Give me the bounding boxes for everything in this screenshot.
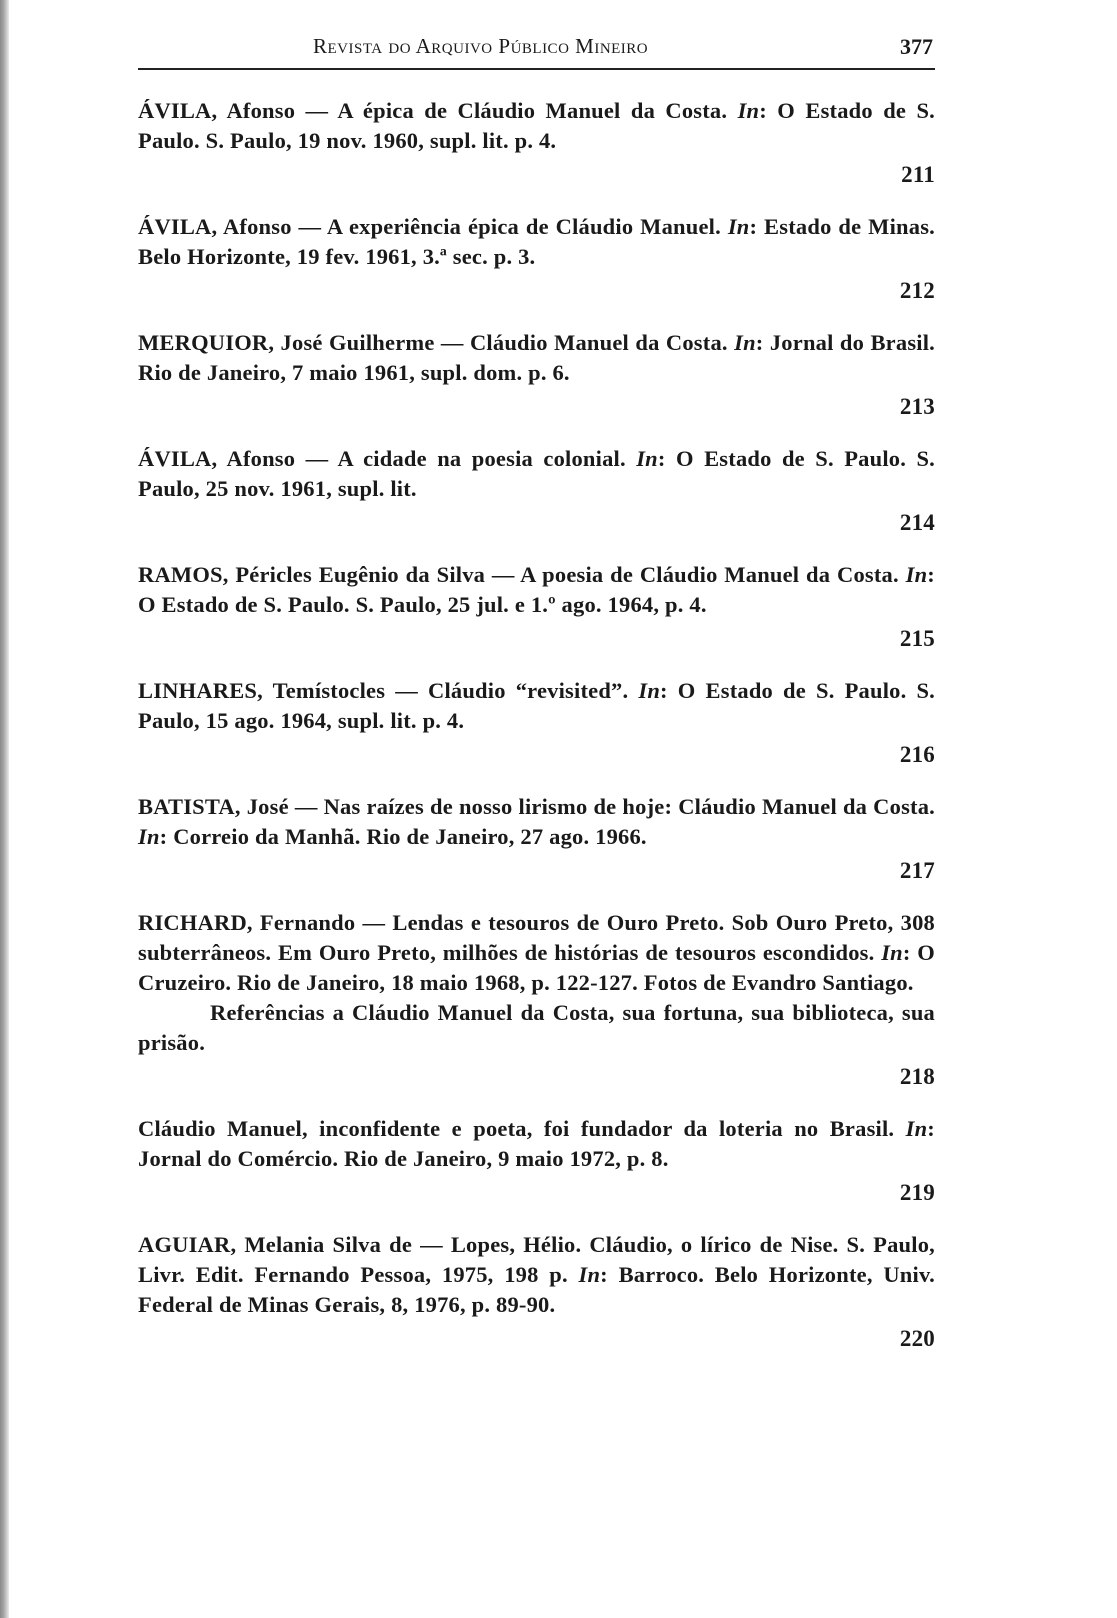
entry-text [138, 1230, 935, 1320]
entry-source: : O Estado de S. Paulo. S. Paulo, 15 ago. 1964, supl. lit. p. 4. [138, 678, 936, 733]
entry-text [138, 908, 935, 998]
bibliography-entry [138, 328, 935, 422]
entry-source: : O Estado de S. Paulo. S. Paulo, 19 nov. 1960, supl. lit. p. 4. [138, 98, 935, 153]
entry-note: Referências a Cláudio Manuel da Costa, sua fortuna, sua biblioteca, sua prisão. [138, 1000, 935, 1055]
entry-text [138, 560, 935, 620]
entry-number: 212 [899, 278, 935, 303]
entry-text [138, 96, 935, 156]
entry-author: RICHARD, Fernando [138, 910, 356, 935]
scan-page-edge [0, 0, 9, 1618]
entry-in-label: In [881, 940, 903, 965]
entry-text [138, 792, 935, 852]
entry-title: — A épica de Cláudio Manuel da Costa. [295, 98, 738, 123]
bibliography-entry [138, 560, 935, 654]
bibliography-entry [138, 212, 935, 306]
entry-number: 219 [899, 1180, 935, 1205]
entry-source: : Jornal do Brasil. Rio de Janeiro, 7 maio 1961, supl. dom. p. 6. [138, 330, 936, 385]
entry-source: : O Estado de S. Paulo. S. Paulo, 25 jul. e 1.º ago. 1964, p. 4. [138, 562, 935, 617]
entry-source: : Jornal do Comércio. Rio de Janeiro, 9 maio 1972, p. 8. [138, 1116, 935, 1171]
entry-author: ÁVILA, Afonso [138, 446, 296, 471]
bibliography-entry [138, 676, 935, 770]
entry-number: 218 [899, 1064, 935, 1089]
bibliography-entry [138, 1114, 935, 1208]
journal-title: Revista do Arquivo Público Mineiro [313, 34, 649, 58]
bibliography-list [138, 96, 935, 1354]
entry-in-label: In [578, 1262, 601, 1287]
entry-in-label: In [905, 1116, 928, 1141]
entry-in-label: In [636, 446, 658, 471]
entry-title: — Cláudio “revisited”. [385, 678, 639, 703]
entry-author: RAMOS, Péricles Eugênio da Silva [138, 562, 486, 587]
page-number: 377 [900, 34, 933, 59]
entry-in-label: In [737, 98, 760, 123]
entry-source: : Estado de Minas. Belo Horizonte, 19 fev. 1961, 3.ª sec. p. 3. [138, 214, 935, 269]
entry-text [138, 212, 935, 272]
bibliography-entry [138, 908, 935, 1092]
entry-source: : Barroco. Belo Horizonte, Univ. Federal de Minas Gerais, 8, 1976, p. 89-90. [138, 1262, 935, 1317]
entry-number: 220 [899, 1326, 935, 1351]
entry-in-label: In [905, 562, 928, 587]
entry-author: AGUIAR, Melania Silva de [138, 1232, 413, 1257]
entry-number: 215 [899, 626, 935, 651]
entry-source: : Correio da Manhã. Rio de Janeiro, 27 ago. 1966. [159, 824, 647, 849]
entry-text [138, 444, 935, 504]
entry-title: — A experiência épica de Cláudio Manuel. [291, 214, 728, 239]
bibliography-entry [138, 792, 935, 886]
entry-text [138, 328, 935, 388]
entry-in-label: In [727, 214, 750, 239]
entry-title: — A cidade na poesia colonial. [295, 446, 637, 471]
bibliography-entry [138, 1230, 935, 1354]
entry-title: — Lopes, Hélio. Cláudio, o lírico de Nise. S. Paulo, Livr. Edit. Fernando Pessoa, 1975, 198 p. [138, 1232, 935, 1287]
entry-text [138, 1114, 935, 1174]
entry-number: 217 [899, 858, 935, 883]
entry-author: BATISTA, José [138, 794, 289, 819]
entry-title: — Cláudio Manuel da Costa. [434, 330, 735, 355]
entry-in-label: In [138, 824, 160, 849]
entry-source: : O Estado de S. Paulo. S. Paulo, 25 nov. 1961, supl. lit. [138, 446, 935, 501]
entry-number: 216 [899, 742, 935, 767]
entry-source: : O Cruzeiro. Rio de Janeiro, 18 maio 1968, p. 122-127. Fotos de Evandro Santiago. [138, 940, 935, 995]
entry-number: 213 [899, 394, 935, 419]
running-header [138, 30, 935, 70]
entry-title: — Lendas e tesouros de Ouro Preto. Sob Ouro Preto, 308 subterrâneos. Em Ouro Preto, milhões de histórias de tesouros escondidos. [138, 910, 935, 965]
entry-author: ÁVILA, Afonso [138, 98, 296, 123]
bibliography-entry [138, 96, 935, 190]
bibliography-entry [138, 444, 935, 538]
entry-in-label: In [734, 330, 756, 355]
entry-author: LINHARES, Temístocles [138, 678, 386, 703]
entry-number: 211 [901, 162, 935, 187]
entry-title: — A poesia de Cláudio Manuel da Costa. [485, 562, 906, 587]
entry-title: Cláudio Manuel, inconfidente e poeta, foi fundador da loteria no Brasil. [138, 1116, 906, 1141]
entry-number: 214 [899, 510, 935, 535]
entry-author: ÁVILA, Afonso [138, 214, 292, 239]
entry-in-label: In [638, 678, 661, 703]
entry-author: MERQUIOR, José Guilherme [138, 330, 435, 355]
entry-text [138, 676, 935, 736]
entry-title: — Nas raízes de nosso lirismo de hoje: Cláudio Manuel da Costa. [288, 794, 936, 819]
